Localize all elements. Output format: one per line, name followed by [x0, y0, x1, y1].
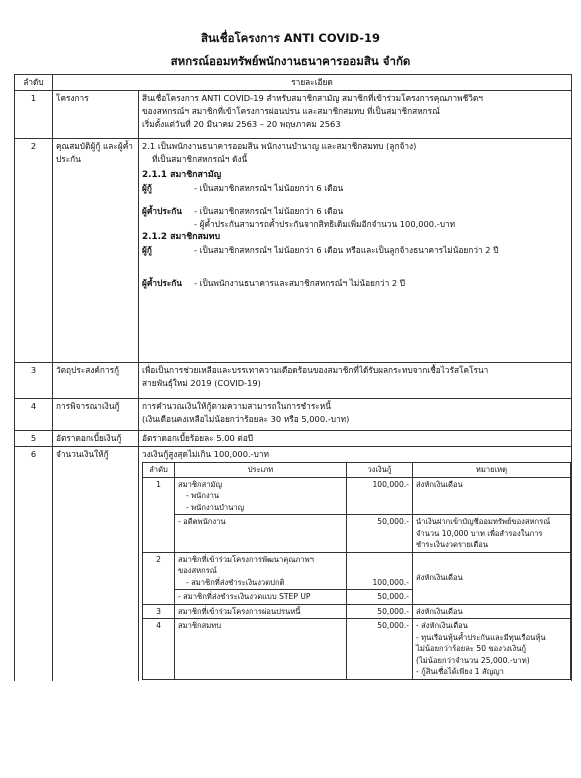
- inner-row-amount: 50,000.-: [347, 604, 413, 619]
- section-title-associate: 2.1.2 สมาชิกสมทบ: [142, 232, 221, 242]
- borrower-text: - เป็นสมาชิกสหกรณ์ฯ ไม่น้อยกว่า 6 เดือน หรือและเป็นลูกจ้างธนาคารไม่น้อยกว่า 2 ปี: [194, 245, 499, 255]
- inner-row-no: 1: [143, 477, 175, 552]
- inner-row-no: 2: [143, 552, 175, 604]
- header-row: [15, 75, 572, 91]
- ordinary-borrower: [142, 182, 568, 195]
- detail-line: เพื่อเป็นการช่วยเหลือและบรรเทาความเดือดร้อนของสมาชิกที่ได้รับผลกระทบจากเชื้อไวรัสโคโรนา: [142, 365, 489, 375]
- type-sub: - พนักงานบำนาญ: [186, 502, 245, 512]
- borrower-text: - เป็นสมาชิกสหกรณ์ฯ ไม่น้อยกว่า 6 เดือน: [194, 183, 344, 193]
- inner-row-no: 4: [143, 619, 175, 680]
- note-line: - ทุนเรือนหุ้นค้ำประกันและมีทุนเรือนหุ้น: [416, 632, 546, 642]
- inner-row: [143, 477, 571, 515]
- note-line: (ไม่น้อยกว่าจำนวน 25,000.-บาท): [416, 655, 530, 665]
- note-line: นำเงินฝากเข้าบัญชีออมทรัพย์ของสหกรณ์: [416, 517, 551, 526]
- detail-line: อัตราดอกเบี้ยร้อยละ 5.00 ต่อปี: [142, 433, 254, 443]
- type-label: สมาชิกสามัญ: [178, 479, 223, 489]
- table-row: [15, 91, 572, 139]
- inner-header-amount: วงเงินกู้: [347, 463, 413, 478]
- row-topic: อัตราดอกเบี้ยเงินกู้: [53, 431, 139, 447]
- associate-borrower: [142, 244, 568, 257]
- inner-row-type: สมาชิกที่เข้าร่วมโครงการผ่อนปรนหนี้: [175, 604, 347, 619]
- row-number: 2: [15, 139, 53, 363]
- inner-row-amount: 100,000.-: [347, 477, 413, 515]
- header-detail: รายละเอียด: [53, 75, 572, 91]
- inner-row: [143, 619, 571, 680]
- inner-row-amount: 50,000.-: [347, 619, 413, 680]
- guarantor-label: ผู้ค้ำประกัน: [142, 206, 182, 216]
- note-line: - กู้สินเชื่อได้เพียง 1 สัญญา: [416, 667, 504, 676]
- detail-line: สายพันธุ์ใหม่ 2019 (COVID-19): [142, 378, 261, 388]
- loan-amount-table: [142, 462, 571, 680]
- note-line: จำนวน 10,000 บาท เพื่อสำรองในการ: [416, 528, 543, 538]
- associate-guarantor: [142, 277, 568, 290]
- type-label: สมาชิกที่เข้าร่วมโครงการพัฒนาคุณภาพฯ: [178, 554, 314, 564]
- detail-line: การคำนวณเงินให้กู้ตามความสามารถในการชำระหนี้: [142, 401, 331, 411]
- max-loan-text: วงเงินกู้สูงสุดไม่เกิน 100,000.-บาท: [142, 449, 270, 459]
- guarantor-label: ผู้ค้ำประกัน: [142, 278, 182, 288]
- inner-row-note: [413, 515, 571, 553]
- qualification-intro-cont: ที่เป็นสมาชิกสหกรณ์ฯ ดังนี้: [152, 154, 248, 164]
- row-number: 4: [15, 399, 53, 431]
- inner-row-note: ส่งหักเงินเดือน: [413, 477, 571, 515]
- inner-row-note: [413, 619, 571, 680]
- note-line: ชำระเงินงวดรายเดือน: [416, 540, 489, 549]
- detail-line: ของสหกรณ์ฯ สมาชิกที่เข้าโครงการผ่อนปรน และสมาชิกสมทบ ที่เป็นสมาชิกสหกรณ์: [142, 106, 440, 116]
- inner-row-amount: 50,000.-: [347, 515, 413, 553]
- inner-row-no: 3: [143, 604, 175, 619]
- type-sub: - พนักงาน: [186, 491, 220, 500]
- inner-row: [143, 515, 571, 553]
- loan-details-table: [14, 74, 572, 681]
- inner-row-note: ส่งหักเงินเดือน: [413, 552, 571, 604]
- document-subtitle: สหกรณ์ออมทรัพย์พนักงานธนาคารออมสิน จำกัด: [170, 54, 411, 68]
- inner-row-type: [175, 552, 347, 590]
- row-number: 3: [15, 363, 53, 399]
- guarantor-text: - เป็นสมาชิกสหกรณ์ฯ ไม่น้อยกว่า 6 เดือน: [194, 206, 344, 216]
- note-line: - ส่งหักเงินเดือน: [416, 621, 468, 630]
- qualification-intro: 2.1 เป็นพนักงานธนาคารออมสิน พนักงานบำนาญ และสมาชิกสมทบ (ลูกจ้าง): [142, 141, 417, 151]
- row-topic: การพิจารณาเงินกู้: [53, 399, 139, 431]
- row-number: 5: [15, 431, 53, 447]
- row-detail: [139, 139, 572, 363]
- document-title: สินเชื่อโครงการ ANTI COVID-19: [200, 31, 381, 45]
- row-topic: คุณสมบัติผู้กู้ และผู้ค้ำประกัน: [53, 139, 139, 363]
- row-detail: [139, 447, 572, 681]
- inner-row-type: - อดีตพนักงาน: [175, 515, 347, 553]
- guarantor-text: - เป็นพนักงานธนาคารและสมาชิกสหกรณ์ฯ ไม่น้อยกว่า 2 ปี: [194, 278, 406, 288]
- row-detail: [139, 91, 572, 139]
- inner-row: [143, 552, 571, 590]
- header-no: ลำดับ: [15, 75, 53, 91]
- table-row: [15, 447, 572, 681]
- inner-row-type: สมาชิกสมทบ: [175, 619, 347, 680]
- inner-row-type: - สมาชิกที่ส่งชำระเงินงวดแบบ STEP UP: [175, 590, 347, 605]
- detail-line: (เงินเดือนคงเหลือไม่น้อยกว่าร้อยละ 30 หรือ 5,000.-บาท): [142, 414, 350, 424]
- inner-header-no: ลำดับ: [143, 463, 175, 478]
- row-number: 1: [15, 91, 53, 139]
- inner-row-amount: 100,000.-: [347, 552, 413, 590]
- row-detail: [139, 363, 572, 399]
- row-number: 6: [15, 447, 53, 681]
- row-topic: โครงการ: [53, 91, 139, 139]
- inner-row-note: ส่งหักเงินเดือน: [413, 604, 571, 619]
- inner-header-row: [143, 463, 571, 478]
- section-title-ordinary: 2.1.1 สมาชิกสามัญ: [142, 170, 222, 180]
- detail-line: สินเชื่อโครงการ ANTI COVID-19 สำหรับสมาชิกสามัญ สมาชิกที่เข้าร่วมโครงการคุณภาพชีวิตฯ: [142, 93, 483, 103]
- inner-header-type: ประเภท: [175, 463, 347, 478]
- detail-line: เริ่มตั้งแต่วันที่ 20 มีนาคม 2563 – 20 พฤษภาคม 2563: [142, 119, 341, 129]
- table-row: [15, 139, 572, 363]
- row-topic: วัตถุประสงค์การกู้: [53, 363, 139, 399]
- inner-row: [143, 604, 571, 619]
- row-detail: [139, 399, 572, 431]
- inner-row-type: [175, 477, 347, 515]
- borrower-label: ผู้กู้: [142, 183, 152, 193]
- note-line: ไม่น้อยกว่าร้อยละ 50 ของวงเงินกู้: [416, 644, 526, 653]
- table-row: [15, 431, 572, 447]
- inner-header-note: หมายเหตุ: [413, 463, 571, 478]
- guarantor-text-extra: - ผู้ค้ำประกันสามารถค้ำประกันจากสิทธิเดิมเพิ่มอีกจำนวน 100,000.-บาท: [194, 219, 456, 229]
- table-row: [15, 399, 572, 431]
- borrower-label: ผู้กู้: [142, 245, 152, 255]
- inner-row-amount: 50,000.-: [347, 590, 413, 605]
- row-topic: จำนวนเงินให้กู้: [53, 447, 139, 681]
- row-detail: [139, 431, 572, 447]
- table-row: [15, 363, 572, 399]
- type-sub: - สมาชิกที่ส่งชำระเงินงวดปกติ: [186, 577, 285, 587]
- type-label: ของสหกรณ์: [178, 566, 217, 575]
- ordinary-guarantor: [142, 205, 568, 218]
